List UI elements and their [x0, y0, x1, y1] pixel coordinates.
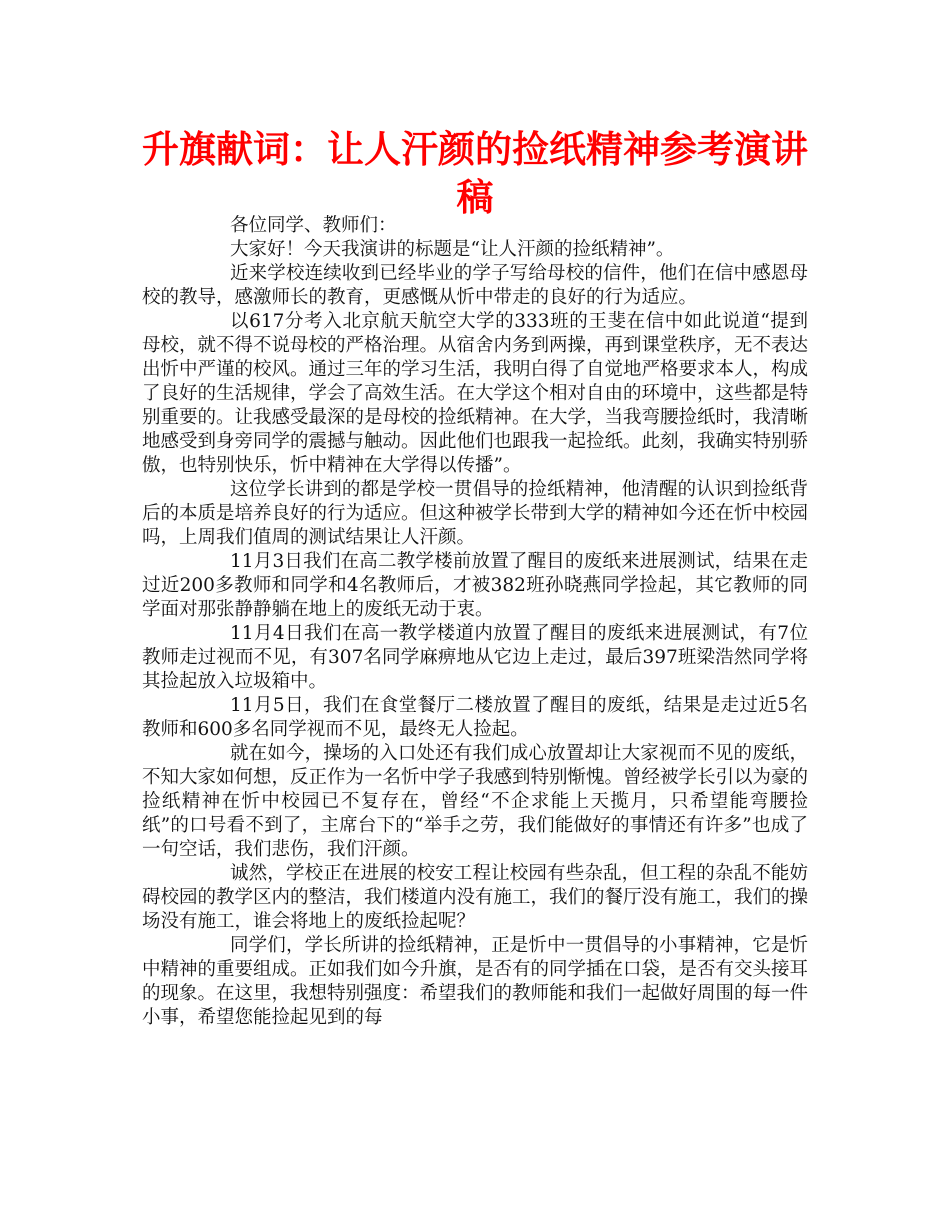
body-paragraph: 诚然，学校正在进展的校安工程让校园有些杂乱，但工程的杂乱不能妨碍校园的教学区内的整洁，我们楼道内没有施工，我们的餐厅没有施工，我们的操场没有施工，谁会将地上的废纸捡起呢？ — [142, 863, 809, 932]
body-paragraph: 11月5日，我们在食堂餐厅二楼放置了醒目的废纸，结果是走过近5名教师和600多名同学视而不见，最终无人捡起。 — [142, 695, 808, 740]
salutation-paragraph: 各位同学、教师们： — [230, 215, 397, 236]
body-paragraph: 这位学长讲到的都是学校一贯倡导的捡纸精神，他清醒的认识到捡纸背后的本质是培养良好的行为适应。但这种被学长带到大学的精神如今还在忻中校园吗，上周我们值周的测试结果让人汗颜。 — [142, 479, 809, 548]
body-paragraph: 以617分考入北京航天航空大学的333班的王斐在信中如此说道“提到母校，就不得不说母校的严格治理。从宿舍内务到两操，再到课堂秩序，无不表达出忻中严谨的校风。通过三年的学习生活，我明白得了自觉地严格要求本人，构成了良好的生活规律，学会了高效生活。在大学这个相对自由的环境中，这些都是特别重要的。让我感受最深的是母校的捡纸精神。在大学，当我弯腰捡纸时，我清晰地感受到身旁同学的震撼与触动。因此他们也跟我一起捡纸。此刻，我确实特别骄傲，也特别快乐，忻中精神在大学得以传播”。 — [142, 311, 809, 476]
body-paragraph: 11月4日我们在高一教学楼道内放置了醒目的废纸来进展测试，有7位教师走过视而不见，有307名同学麻痹地从它边上走过，最后397班梁浩然同学将其捡起放入垃圾箱中。 — [142, 623, 808, 692]
body-paragraph: 近来学校连续收到已经毕业的学子写给母校的信件，他们在信中感恩母校的教导，感激师长的教育，更感慨从忻中带走的良好的行为适应。 — [142, 263, 808, 308]
body-paragraph: 11月3日我们在高二教学楼前放置了醒目的废纸来进展测试，结果在走过近200多教师和同学和4名教师后，才被382班孙晓燕同学捡起，其它教师的同学面对那张静静躺在地上的废纸无动于衷。 — [142, 551, 808, 620]
greeting-paragraph: 大家好！今天我演讲的标题是“让人汗颜的捡纸精神”。 — [230, 239, 675, 260]
body-paragraph: 同学们，学长所讲的捡纸精神，正是忻中一贯倡导的小事精神，它是忻中精神的重要组成。正如我们如今升旗，是否有的同学插在口袋，是否有交头接耳的现象。在这里，我想特别强度：希望我们的教师能和我们一起做好周围的每一件小事，希望您能捡起见到的每 — [142, 935, 809, 1028]
document-body — [142, 214, 808, 1030]
document-title: 升旗献词：让人汗颜的捡纸精神参考演讲稿 — [142, 128, 808, 219]
body-paragraph: 就在如今，操场的入口处还有我们成心放置却让大家视而不见的废纸，不知大家如何想，反正作为一名忻中学子我感到特别惭愧。曾经被学长引以为豪的捡纸精神在忻中校园已不复存在，曾经“不企求能上天揽月，只希望能弯腰捡纸”的口号看不到了，主席台下的“举手之劳，我们能做好的事情还有许多”也成了一句空话，我们悲伤，我们汗颜。 — [142, 743, 809, 860]
